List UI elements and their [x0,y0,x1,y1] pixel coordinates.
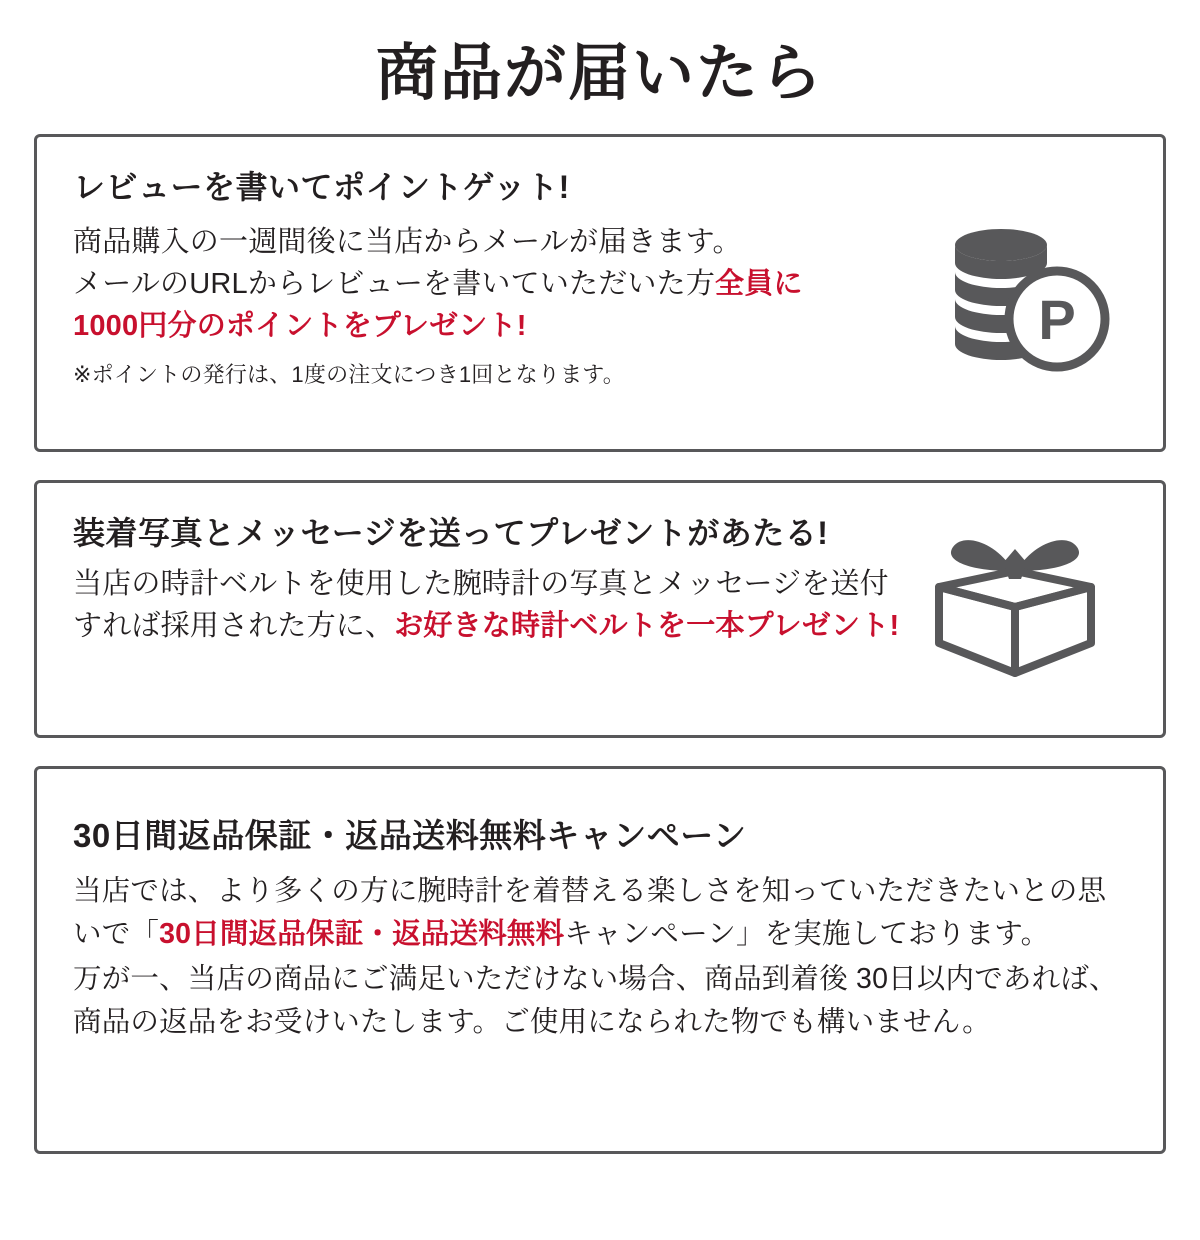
body-text: メールのURLからレビューを書いていただいた方 [73,268,716,301]
body-line [73,563,953,605]
card-return-guarantee [34,766,1166,1154]
svg-text:P: P [1038,288,1076,352]
body-line [73,221,953,263]
body-emphasis: お好きな時計ベルトを一本プレゼント! [394,610,900,643]
card-photo-message-present [34,480,1166,738]
card-review-points [34,134,1166,452]
card-review-points-heading: レビューを書いてポイントゲット! [73,169,570,206]
coins-point-icon [935,209,1115,379]
card-return-guarantee-body [73,870,1127,1043]
card-photo-message-heading: 装着写真とメッセージを送ってプレゼントがあたる! [73,515,829,552]
page-title: 商品が届いたら [375,39,824,108]
body-emphasis: 1000円分のポイントをプレゼント! [73,310,527,343]
return-paragraph-1 [73,870,1127,956]
card-photo-message-body [73,563,953,647]
promo-page [0,40,1200,1240]
body-emphasis: 全員に [715,268,803,301]
card-return-guarantee-heading: 30日間返品保証・返品送料無料キャンペーン [73,817,747,855]
gift-box-icon [915,519,1115,704]
paragraph-pre: 当店では、より多くの方に腕時計を着替える楽しさを知っていただきたいとの思いで「 [73,875,1107,951]
paragraph-emphasis: 30日間返品保証・返品送料無料 [159,918,565,951]
body-line [73,263,953,305]
body-text: すれば採用された方に、 [73,610,395,643]
card-review-points-note: ※ポイントの発行は、1度の注文につき1回となります。 [73,362,625,388]
body-text: 当店の時計ベルトを使用した腕時計の写真とメッセージを送付 [73,568,889,601]
body-text: 商品購入の一週間後に当店からメールが届きます。 [73,226,742,259]
paragraph-post: キャンペーン」を実施しております。 [564,918,1050,951]
body-line [73,605,953,647]
return-paragraph-2: 万が一、当店の商品にご満足いただけない場合、商品到着後 30日以内であれば、商品の返品をお受けいたします。ご使用になられた物でも構いません。 [73,962,1118,1038]
card-review-points-body [73,221,953,391]
body-line [73,305,953,347]
